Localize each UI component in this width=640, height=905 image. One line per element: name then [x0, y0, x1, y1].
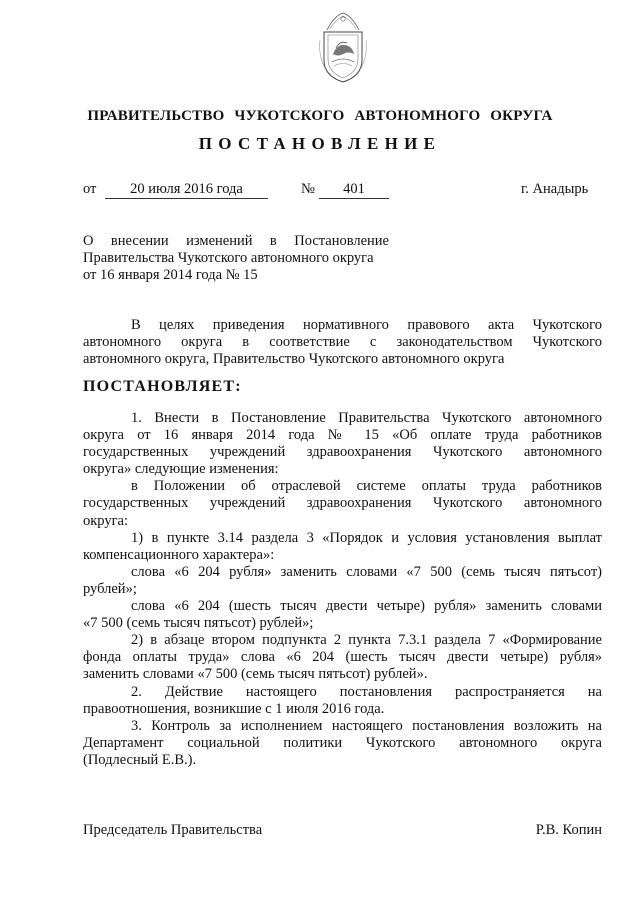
- text-line: слова «6 204 рубля» заменить словами «7 500 (семь тысяч пятьсот): [131, 563, 602, 580]
- document-subject: [83, 233, 389, 284]
- text-line: (Подлесный Е.В.).: [83, 751, 197, 768]
- preamble-paragraph: [83, 317, 602, 368]
- text-line: автономного округа в соответствие с законодательством Чукотского: [83, 334, 602, 351]
- text-line: Департамент социальной политики Чукотского автономного округа: [83, 734, 602, 751]
- signatory-name: Р.В. Копин: [535, 822, 602, 838]
- text-line: В целях приведения нормативного правового акта Чукотского: [131, 317, 602, 333]
- text-line: округа» следующие изменения:: [83, 461, 279, 478]
- signatory-position: Председатель Правительства: [83, 822, 263, 838]
- decree-heading: ПОСТАНОВЛЯЕТ:: [83, 378, 242, 395]
- document-date: 20 июля 2016 года: [105, 181, 268, 199]
- text-line: государственных учреждений здравоохранения Чукотского автономного: [83, 495, 602, 512]
- place-name: г. Анадырь: [521, 181, 589, 197]
- text-line: 1. Внести в Постановление Правительства Чукотского автономного: [131, 410, 602, 426]
- text-line: округа от 16 января 2014 года № 15 «Об оплате труда работников: [83, 427, 602, 444]
- text-line: рублей»;: [83, 580, 137, 597]
- subject-line: от 16 января 2014 года № 15: [83, 267, 258, 283]
- from-label: от: [83, 181, 97, 197]
- decree-body: [83, 410, 602, 769]
- organization-title: ПРАВИТЕЛЬСТВО ЧУКОТСКОГО АВТОНОМНОГО ОКРУГА: [87, 108, 553, 124]
- text-line: 2. Действие настоящего постановления распространяется на: [131, 683, 602, 700]
- coat-of-arms-emblem-icon: [314, 10, 372, 86]
- text-line: автономного округа, Правительство Чукотского автономного округа: [83, 351, 505, 368]
- text-line: слова «6 204 (шесть тысяч двести четыре) рубля» заменить словами: [131, 598, 602, 615]
- text-line: округа:: [83, 512, 129, 529]
- text-line: компенсационного характера»:: [83, 546, 275, 563]
- text-line: «7 500 (семь тысяч пятьсот) рублей»;: [83, 615, 314, 632]
- text-line: 2) в абзаце втором подпункта 2 пункта 7.3.1 раздела 7 «Формирование: [131, 632, 602, 649]
- number-label: №: [301, 181, 315, 197]
- text-line: заменить словами «7 500 (семь тысяч пятьсот) рублей».: [83, 666, 428, 683]
- text-line: 1) в пункте 3.14 раздела 3 «Порядок и условия установления выплат: [131, 529, 602, 546]
- text-line: 3. Контроль за исполнением настоящего постановления возложить на: [131, 717, 602, 734]
- document-number: 401: [319, 181, 389, 199]
- text-line: в Положении об отраслевой системе оплаты труда работников: [131, 478, 602, 495]
- subject-line: О внесении изменений в Постановление: [83, 233, 389, 249]
- text-line: фонда оплаты труда» слова «6 204 (шесть тысяч двести четыре) рубля»: [83, 649, 602, 666]
- date-number-line: [83, 181, 603, 203]
- subject-line: Правительства Чукотского автономного округа: [83, 250, 374, 266]
- text-line: государственных учреждений здравоохранения Чукотского автономного: [83, 444, 602, 461]
- document-type-title: ПОСТАНОВЛЕНИЕ: [198, 134, 442, 153]
- text-line: правоотношения, возникшие с 1 июля 2016 года.: [83, 700, 385, 717]
